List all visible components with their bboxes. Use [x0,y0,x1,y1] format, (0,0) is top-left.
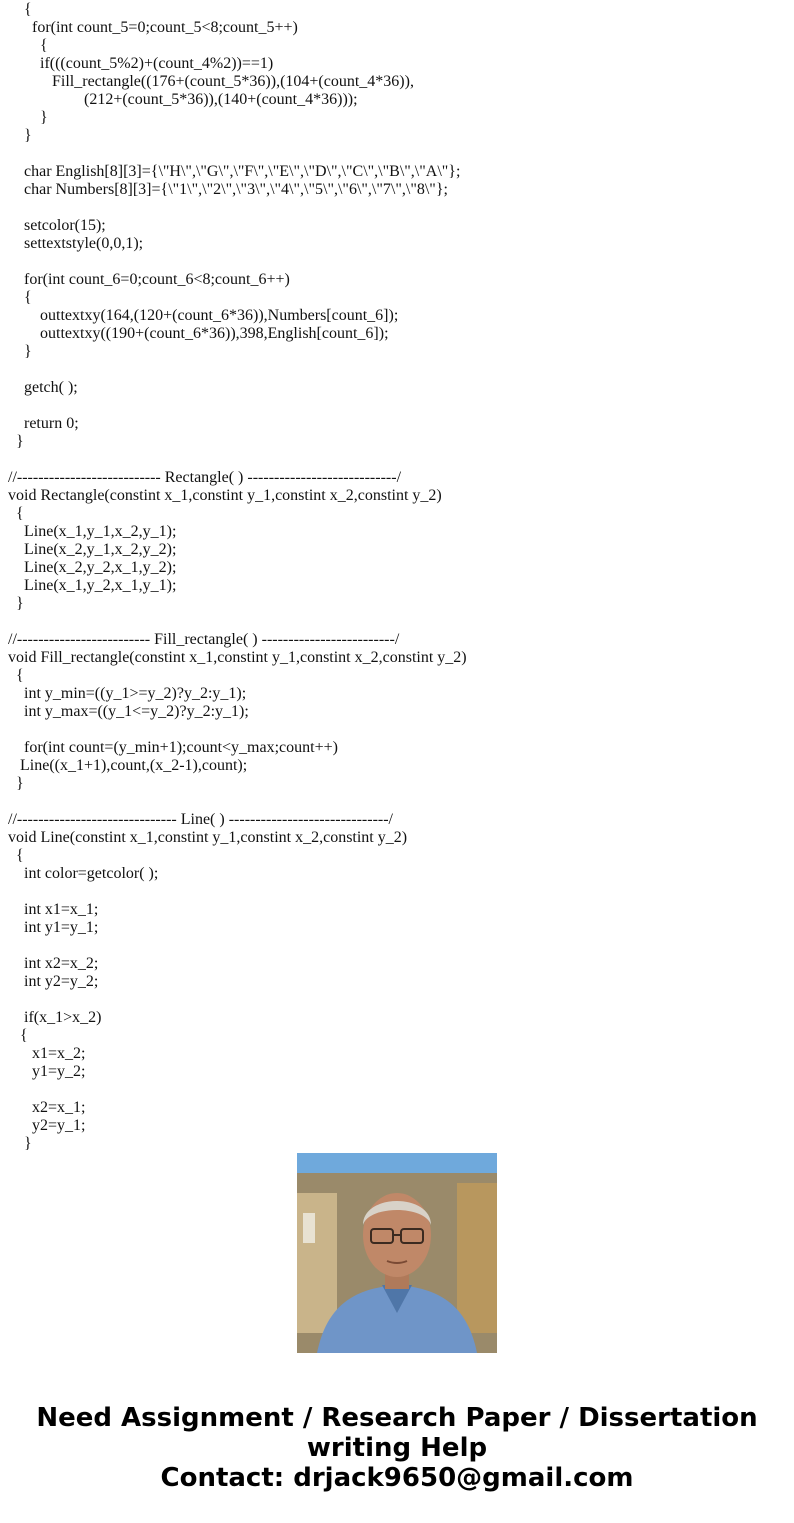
code-line: x1=x_2; [8,1045,86,1062]
code-line: y1=y_2; [8,1063,86,1080]
code-line: { [8,289,32,306]
code-line: Line((x_1+1),count,(x_2-1),count); [8,757,248,774]
code-line: int y1=y_1; [8,919,99,936]
code-line: //--------------------------- Rectangle( ) ----------------------------/ [8,469,402,486]
code-line: int x1=x_1; [8,901,99,918]
code-line: x2=x_1; [8,1099,86,1116]
code-line: Line(x_1,y_2,x_1,y_1); [8,577,177,594]
code-line: //------------------------- Fill_rectangle( ) -------------------------/ [8,631,400,648]
code-line: void Fill_rectangle(constint x_1,constint y_1,constint x_2,constint y_2) [8,649,467,666]
code-line: } [8,127,32,144]
code-line: if(((count_5%2)+(count_4%2))==1) [8,55,274,72]
code-line: Line(x_2,y_1,x_2,y_2); [8,541,177,558]
code-line: setcolor(15); [8,217,106,234]
code-line: for(int count_6=0;count_6<8;count_6++) [8,271,290,288]
code-line: } [8,109,48,126]
code-line: { [8,847,24,864]
promo-line-2: writing Help [306,1433,488,1463]
code-line: void Line(constint x_1,constint y_1,constint x_2,constint y_2) [8,829,408,846]
code-line: { [8,1,32,18]
code-line: getch( ); [8,379,78,396]
code-line: void Rectangle(constint x_1,constint y_1,constint x_2,constint y_2) [8,487,442,504]
code-line: for(int count_5=0;count_5<8;count_5++) [8,19,298,36]
promo-banner [0,1403,794,1493]
code-line: return 0; [8,415,79,432]
code-line: char Numbers[8][3]={\"1\",\"2\",\"3\",\"4\",\"5\",\"6\",\"7\",\"8\"}; [8,181,448,198]
code-line: int x2=x_2; [8,955,99,972]
code-line: //------------------------------ Line( ) ------------------------------/ [8,811,393,828]
author-photo [297,1153,497,1353]
code-line: } [8,775,24,792]
code-line: } [8,433,24,450]
code-line: Fill_rectangle((176+(count_5*36)),(104+(count_4*36)), [8,73,414,90]
code-line: } [8,1135,32,1152]
code-line: int y_max=((y_1<=y_2)?y_2:y_1); [8,703,249,720]
code-line: settextstyle(0,0,1); [8,235,144,252]
code-line: int color=getcolor( ); [8,865,159,882]
promo-line-1: Need Assignment / Research Paper / Dissertation [36,1403,758,1433]
code-line: for(int count=(y_min+1);count<y_max;count++) [8,739,338,756]
code-line: outtextxy((190+(count_6*36)),398,English[count_6]); [8,325,389,342]
code-line: y2=y_1; [8,1117,86,1134]
code-line: char English[8][3]={\"H\",\"G\",\"F\",\"E\",\"D\",\"C\",\"B\",\"A\"}; [8,163,461,180]
code-line: { [8,1027,28,1044]
code-line: int y2=y_2; [8,973,99,990]
code-line: { [8,505,24,522]
code-line: } [8,343,32,360]
code-line: (212+(count_5*36)),(140+(count_4*36))); [8,91,358,108]
code-line: { [8,667,24,684]
code-line: int y_min=((y_1>=y_2)?y_2:y_1); [8,685,247,702]
code-line: outtextxy(164,(120+(count_6*36)),Numbers[count_6]); [8,307,399,324]
promo-contact: Contact: drjack9650@gmail.com [160,1463,634,1493]
code-line: } [8,595,24,612]
code-line: Line(x_2,y_2,x_1,y_2); [8,559,177,576]
code-line: { [8,37,48,54]
code-line: if(x_1>x_2) [8,1009,102,1026]
code-line: Line(x_1,y_1,x_2,y_1); [8,523,177,540]
